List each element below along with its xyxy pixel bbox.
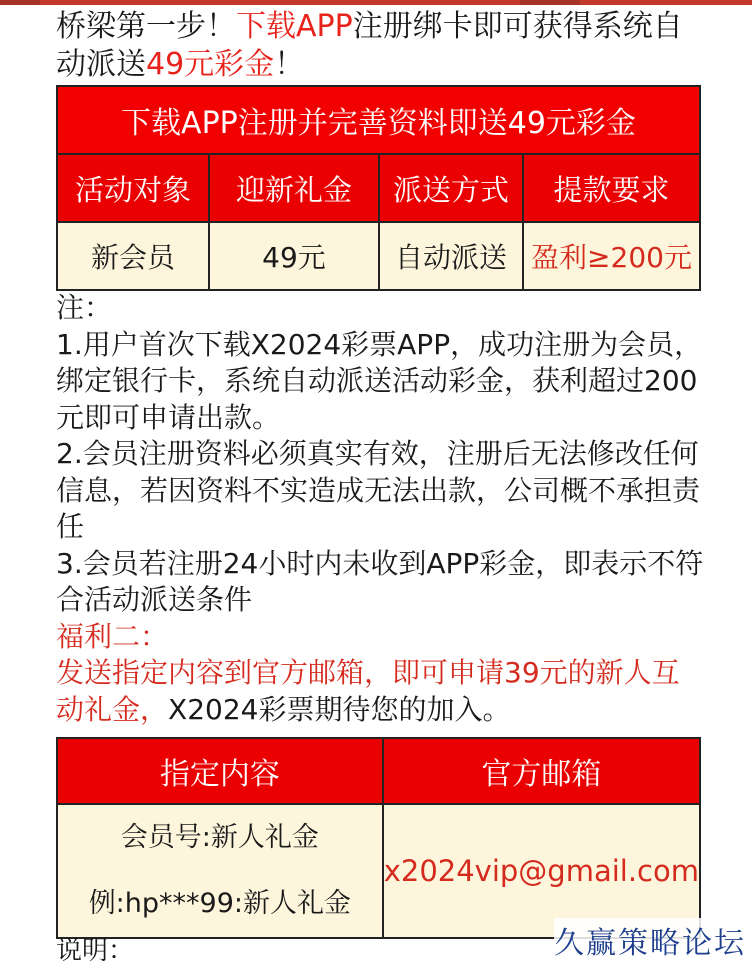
notes-label: 注：: [56, 291, 113, 324]
notes-section: [56, 290, 706, 728]
bonus-table: [56, 85, 701, 291]
bonus-cell-requirement: 盈利≥200元: [523, 222, 700, 290]
bonus-header-gift: 迎新礼金: [209, 154, 379, 222]
bonus-table-title: 下载APP注册并完善资料即送49元彩金: [57, 86, 700, 154]
official-email-address[interactable]: x2024vip@gmail.com: [383, 804, 700, 938]
welfare-red-text: 发送指定内容到官方邮箱，即可申请39元的新人互动礼金，: [56, 656, 680, 726]
email-content-line-1: 会员号:新人礼金: [120, 822, 319, 853]
bonus-header-method: 派送方式: [379, 154, 523, 222]
footer-partial-text: 说明：: [56, 936, 135, 966]
bonus-cell-gift: 49元: [209, 222, 379, 290]
note-item-2: 2.会员注册资料必须真实有效，注册后无法修改任何信息，若因资料不实造成无法出款，公司概不承担责任: [56, 437, 701, 543]
welfare-title: 福利二：: [56, 619, 169, 653]
note-item-3: 3.会员若注册24小时内未收到APP彩金，即表示不符合活动派送条件: [56, 546, 704, 616]
welfare-black-text: X2024彩票期待您的加入。: [168, 692, 511, 726]
intro-bonus-amount: 49元彩金: [146, 47, 275, 82]
bonus-cell-target: 新会员: [57, 222, 209, 290]
forum-watermark: 久赢策略论坛: [554, 918, 746, 962]
email-header-mailbox: 官方邮箱: [383, 738, 700, 804]
note-item-1: 1.用户首次下载X2024彩票APP，成功注册为会员，绑定银行卡，系统自动派送活动彩金，获利超过200元即可申请出款。: [56, 327, 703, 434]
email-content-cell: [57, 804, 383, 938]
bonus-cell-method: 自动派送: [379, 222, 523, 290]
bonus-header-requirement: 提款要求: [523, 154, 700, 222]
intro-text-3: ！: [274, 47, 305, 82]
email-table: [56, 737, 701, 939]
email-content-line-2: 例:hp***99:新人礼金: [88, 888, 351, 919]
intro-text-1: 桥梁第一步！: [56, 9, 236, 44]
top-accent-bar: [0, 0, 752, 5]
intro-text-2: 注册绑卡即可获得系统自动派送: [56, 9, 683, 82]
intro-download-app: 下载APP: [236, 9, 353, 44]
email-header-content: 指定内容: [57, 738, 383, 804]
intro-paragraph: [56, 8, 706, 84]
bonus-header-target: 活动对象: [57, 154, 209, 222]
welfare-description: [56, 655, 706, 728]
